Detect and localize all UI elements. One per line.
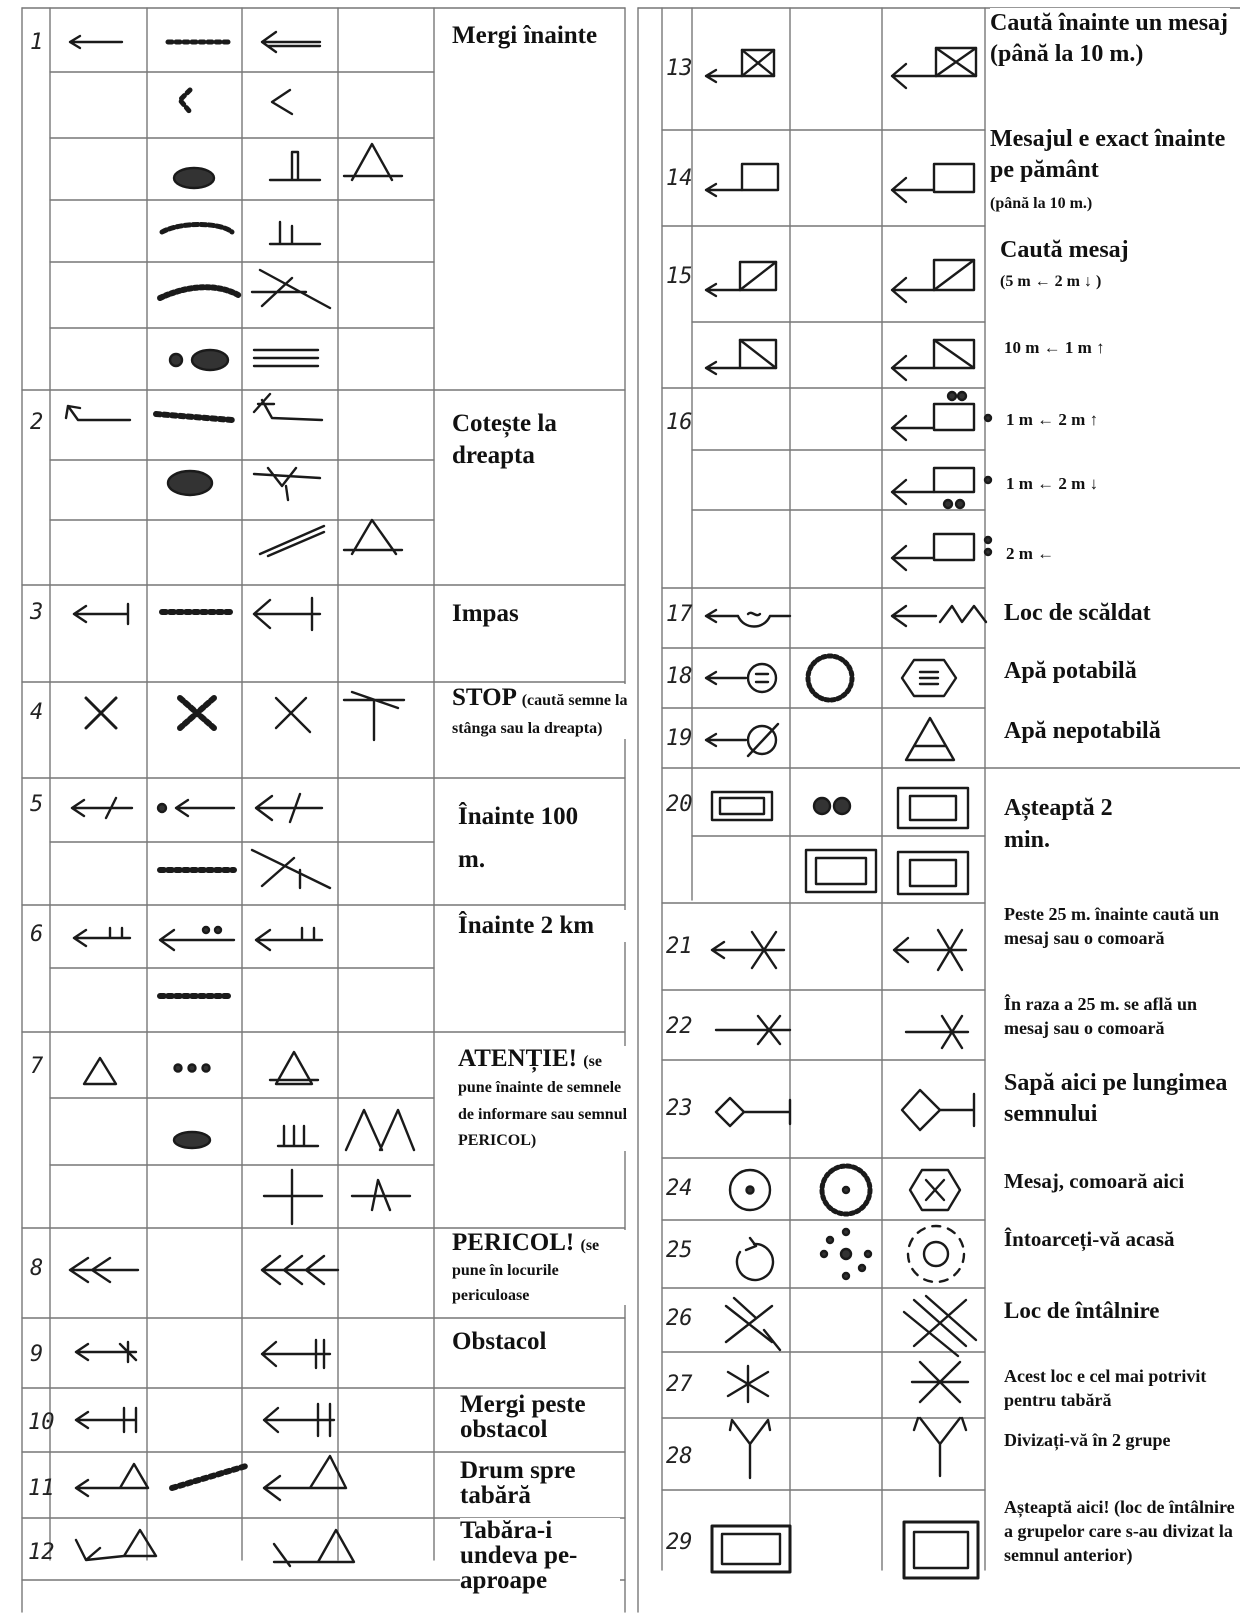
row-number: 17 — [666, 602, 693, 627]
sign-18 — [706, 656, 956, 700]
sign-label-note: (se pune înainte de semnele de informare sau semnul PERICOL) — [458, 1053, 628, 1149]
row-number: 9 — [30, 1342, 44, 1367]
sign-23 — [716, 1090, 974, 1130]
row-number: 7 — [30, 1054, 44, 1079]
sign-label — [452, 684, 632, 739]
distance-note: 2 m ← — [1006, 544, 1055, 563]
sign-19 — [706, 718, 954, 760]
sign-25 — [737, 1226, 964, 1282]
sign-label: Divizați-vă în 2 grupe — [1004, 1428, 1236, 1452]
sign-26 — [726, 1296, 976, 1356]
row-number: 28 — [666, 1444, 693, 1469]
sign-10 — [76, 1404, 334, 1436]
sign-24 — [730, 1166, 960, 1214]
sign-7 — [84, 1052, 414, 1224]
sign-label-main: Caută mesaj — [1000, 237, 1129, 263]
row-number: 13 — [666, 56, 693, 81]
sign-label — [452, 1230, 632, 1305]
sign-label: Loc de scăldat — [1004, 598, 1224, 629]
row-number: 8 — [30, 1256, 44, 1281]
sign-29 — [712, 1522, 978, 1578]
sign-8 — [70, 1256, 338, 1284]
sign-28 — [730, 1418, 966, 1478]
distance-note: 1 m ← 2 m ↓ — [1006, 474, 1099, 493]
distance-note: 10 m ← 1 m ↑ — [1004, 338, 1105, 357]
sign-label — [1000, 236, 1230, 294]
sign-label: În raza a 25 m. se află un mesaj sau o comoară — [1004, 992, 1236, 1041]
sign-label: Obstacol — [452, 1326, 612, 1358]
sign-label: Caută înainte un mesaj (până la 10 m.) — [990, 8, 1230, 70]
sign-label-note: (până la 10 m.) — [990, 195, 1093, 213]
sign-label: Mesaj, comoară aici — [1004, 1168, 1236, 1195]
distance-note: 1 m ← 2 m ↑ — [1006, 410, 1099, 429]
sign-label: Drum spre tabără — [460, 1458, 620, 1508]
sign-17 — [706, 606, 986, 627]
sign-label: Înainte 2 km — [458, 910, 628, 942]
sign-20 — [712, 788, 968, 894]
sign-label: Așteaptă 2 min. — [1004, 792, 1124, 857]
row-number: 1 — [30, 30, 44, 55]
sign-1 — [70, 32, 402, 370]
sign-label: Mergi înainte — [452, 20, 602, 52]
sign-3 — [74, 598, 320, 630]
sign-label-main: ATENȚIE! — [458, 1045, 578, 1072]
sign-13 — [706, 48, 976, 88]
sign-label: Cotește la dreapta — [452, 408, 612, 472]
sign-label-main: STOP — [452, 684, 516, 711]
row-number: 22 — [666, 1014, 693, 1039]
row-number: 27 — [666, 1372, 693, 1397]
sign-2 — [66, 394, 402, 556]
sign-label-note: (se pune în locurile periculoase — [452, 1237, 600, 1304]
sign-21 — [712, 930, 966, 970]
sign-label — [458, 1046, 636, 1151]
row-number: 5 — [30, 792, 44, 817]
row-number: 29 — [666, 1530, 693, 1555]
sign-label-note: (caută semne la stânga sau la dreapta) — [452, 692, 628, 737]
row-number: 3 — [30, 600, 44, 625]
sign-label-main: PERICOL! — [452, 1229, 575, 1256]
sign-label-main: Mesajul e exact înainte pe pământ — [990, 126, 1226, 184]
row-number: 2 — [30, 410, 44, 435]
sign-16 — [892, 392, 991, 570]
sign-label-note: (5 m ← 2 m ↓ ) — [1000, 272, 1102, 290]
row-number: 19 — [666, 726, 693, 751]
sign-label — [990, 124, 1235, 218]
sign-label: Loc de întâlnire — [1004, 1296, 1236, 1325]
sign-15 — [706, 260, 974, 380]
sign-12 — [76, 1530, 354, 1566]
row-number: 26 — [666, 1306, 693, 1331]
sign-9 — [76, 1340, 330, 1368]
sign-4 — [86, 692, 404, 740]
sign-label: Apă potabilă — [1004, 656, 1224, 687]
row-number: 6 — [30, 922, 44, 947]
row-number: 24 — [666, 1176, 693, 1201]
sign-6 — [74, 927, 322, 996]
row-number: 4 — [30, 700, 44, 725]
sign-label: Apă nepotabilă — [1004, 716, 1224, 747]
sign-label: Tabăra-i undeva pe-aproape — [460, 1518, 620, 1593]
sign-label: Înainte 100 m. — [458, 796, 608, 881]
row-number: 21 — [666, 934, 693, 959]
sign-label: Întoarceți-vă acasă — [1004, 1226, 1236, 1253]
sign-11 — [76, 1456, 346, 1500]
row-number: 23 — [666, 1096, 693, 1121]
sign-label: Peste 25 m. înainte caută un mesaj sau o comoară — [1004, 902, 1224, 951]
sign-27 — [728, 1362, 968, 1402]
row-number: 14 — [666, 166, 693, 191]
sign-22 — [716, 1016, 968, 1048]
row-number: 25 — [666, 1238, 693, 1263]
row-number: 10 — [28, 1410, 55, 1435]
sign-5 — [72, 794, 330, 888]
row-number: 18 — [666, 664, 693, 689]
row-number: 16 — [666, 410, 693, 435]
sign-label: Așteaptă aici! (loc de întâlnire a grupelor care s-au divizat la semnul anterior) — [1004, 1496, 1236, 1567]
sign-label: Impas — [452, 598, 612, 630]
row-number: 12 — [28, 1540, 55, 1565]
row-number: 20 — [666, 792, 693, 817]
sign-label: Sapă aici pe lungimea semnului — [1004, 1068, 1236, 1130]
sign-14 — [706, 164, 974, 202]
row-number: 11 — [28, 1476, 55, 1501]
row-number: 15 — [666, 264, 693, 289]
sign-label: Mergi peste obstacol — [460, 1392, 620, 1442]
sign-label: Acest loc e cel mai potrivit pentru tabără — [1004, 1364, 1236, 1413]
